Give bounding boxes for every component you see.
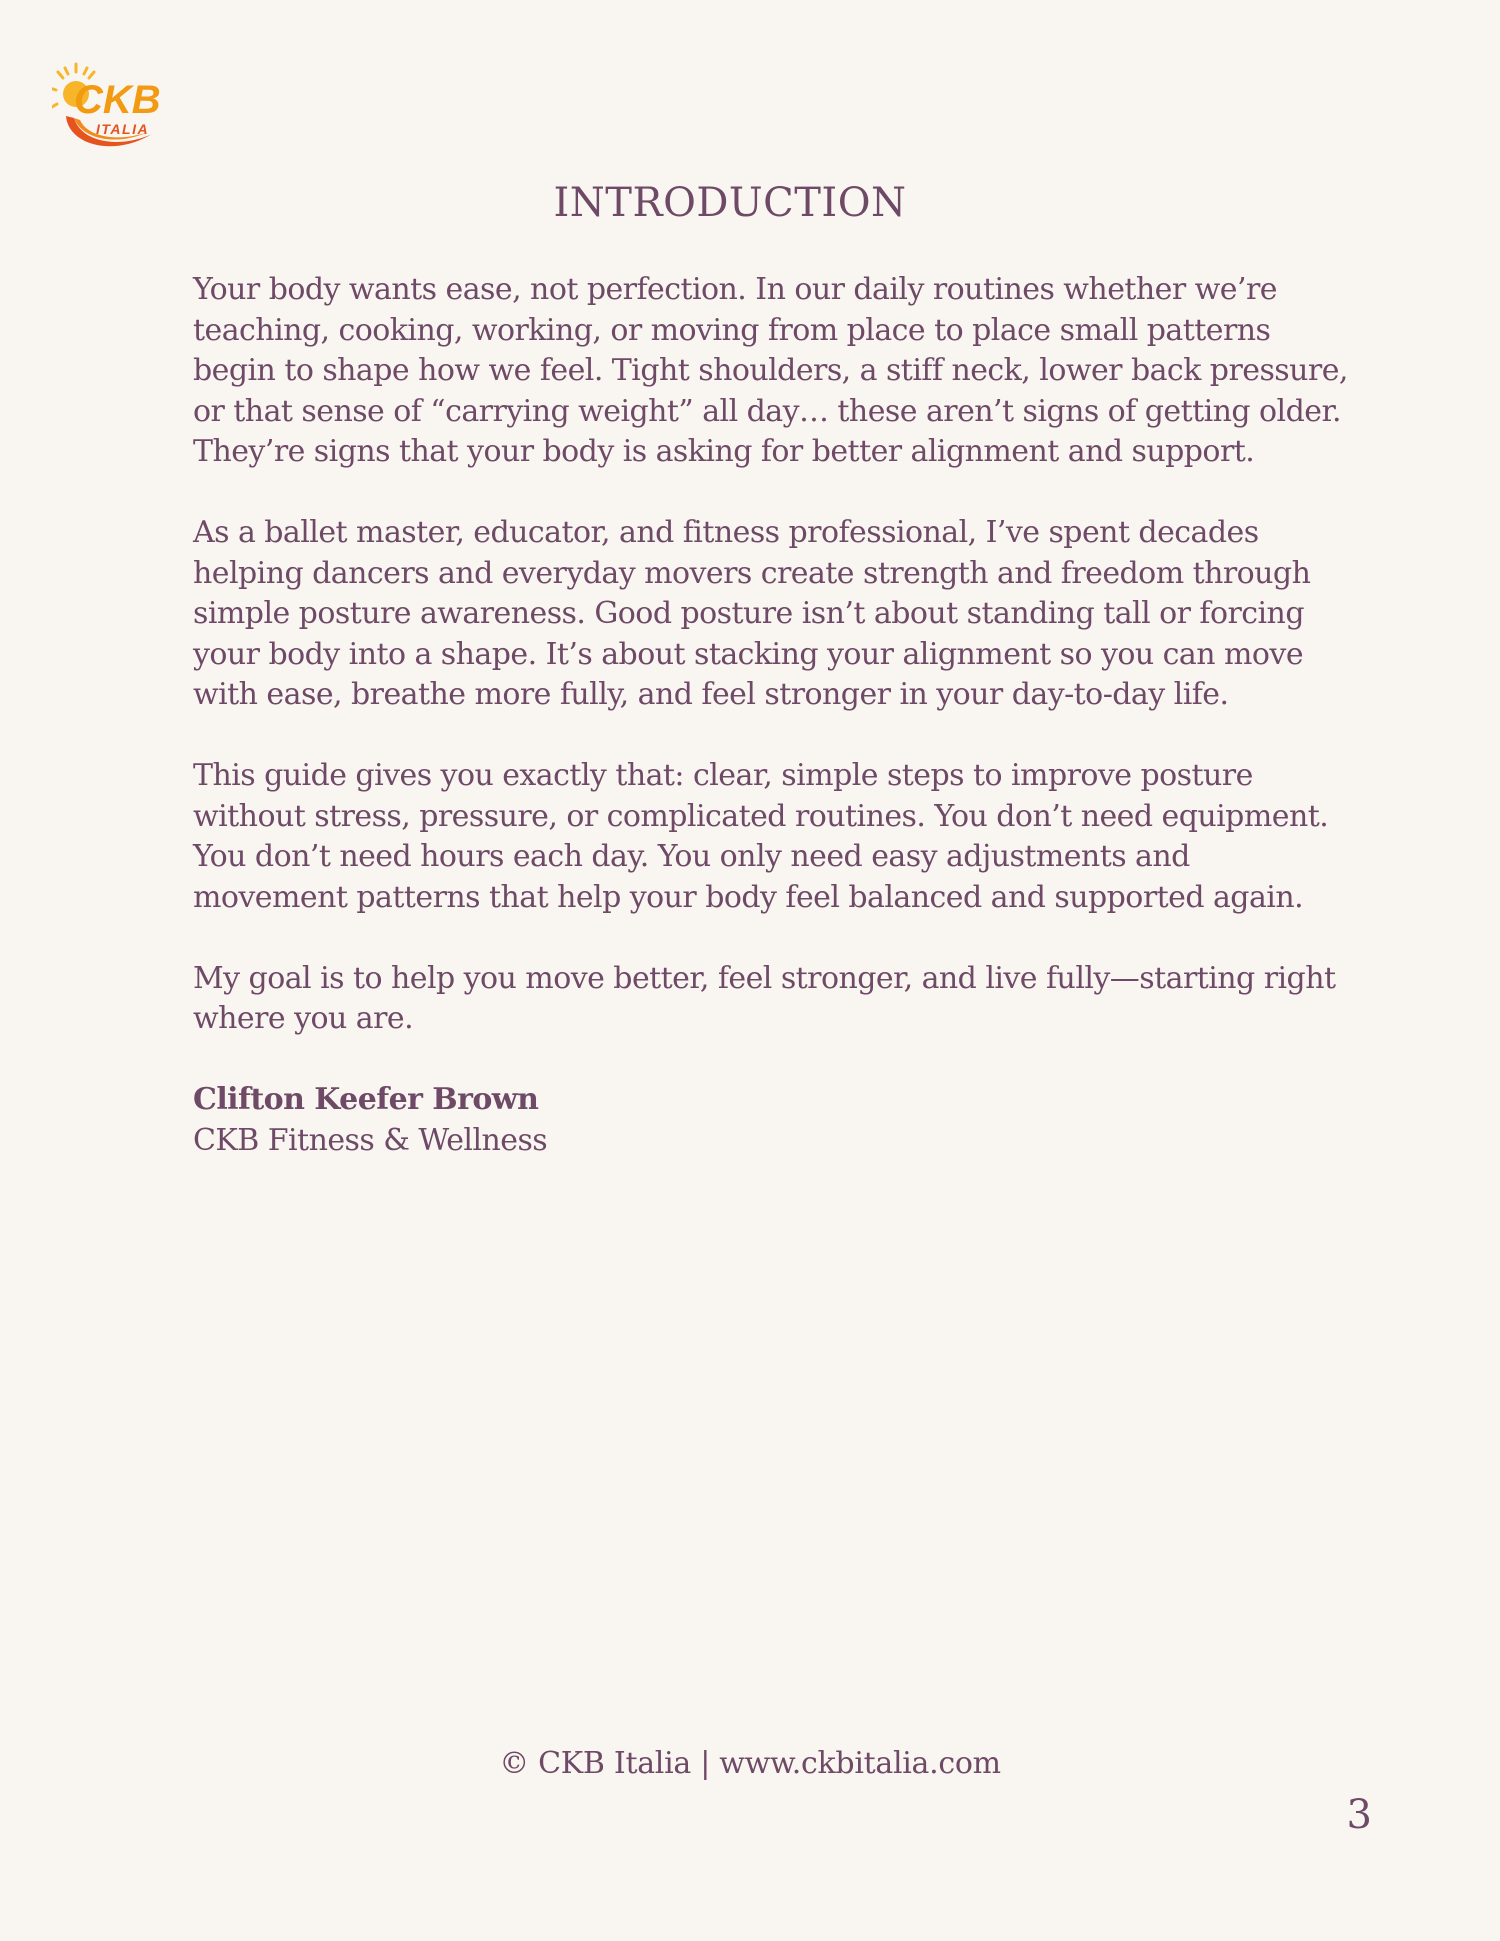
page-title: INTRODUCTION xyxy=(553,180,907,226)
ckb-italia-logo xyxy=(52,58,182,158)
ckb-italia-logo-mark xyxy=(52,58,182,158)
intro-body xyxy=(193,270,1353,1161)
logo-sub-text: ITALIA xyxy=(96,121,150,137)
paragraph-2: As a ballet master, educator, and fitness professional, I’ve spent decades helping dancers and everyday movers create strength and freedom through simple posture awareness. Good posture isn’t about standing tall or forcing your body into a shape. It’s about stacking your alignment so you can move with ease, breathe more fully, and feel stronger in your day-to-day life. xyxy=(193,515,1311,712)
footer-copyright: © CKB Italia | www.ckbitalia.com xyxy=(499,1746,1001,1781)
paragraph-3: This guide gives you exactly that: clear, simple steps to improve posture without stress, pressure, or complicated routines. You don’t need equipment. You don’t need hours each day. You only need easy adjustments and movement patterns that help your body feel balanced and supported again. xyxy=(193,758,1329,915)
signature-company: CKB Fitness & Wellness xyxy=(193,1122,548,1158)
signature-name: Clifton Keefer Brown xyxy=(193,1082,539,1117)
logo-brand-text: CKB xyxy=(74,78,161,122)
page-number: 3 xyxy=(1346,1792,1372,1838)
paragraph-4: My goal is to help you move better, feel stronger, and live fully—starting right where you are. xyxy=(193,960,1336,1036)
signature-block xyxy=(193,1080,1353,1161)
paragraph-1: Your body wants ease, not perfection. In our daily routines whether we’re teaching, cooking, working, or moving from place to place small patterns begin to shape how we feel. Tight shoulders, a stiff neck, lower back pressure, or that sense of “carrying weight” all day… these aren’t signs of getting older. They’re signs that your body is asking for better alignment and support. xyxy=(193,272,1348,469)
